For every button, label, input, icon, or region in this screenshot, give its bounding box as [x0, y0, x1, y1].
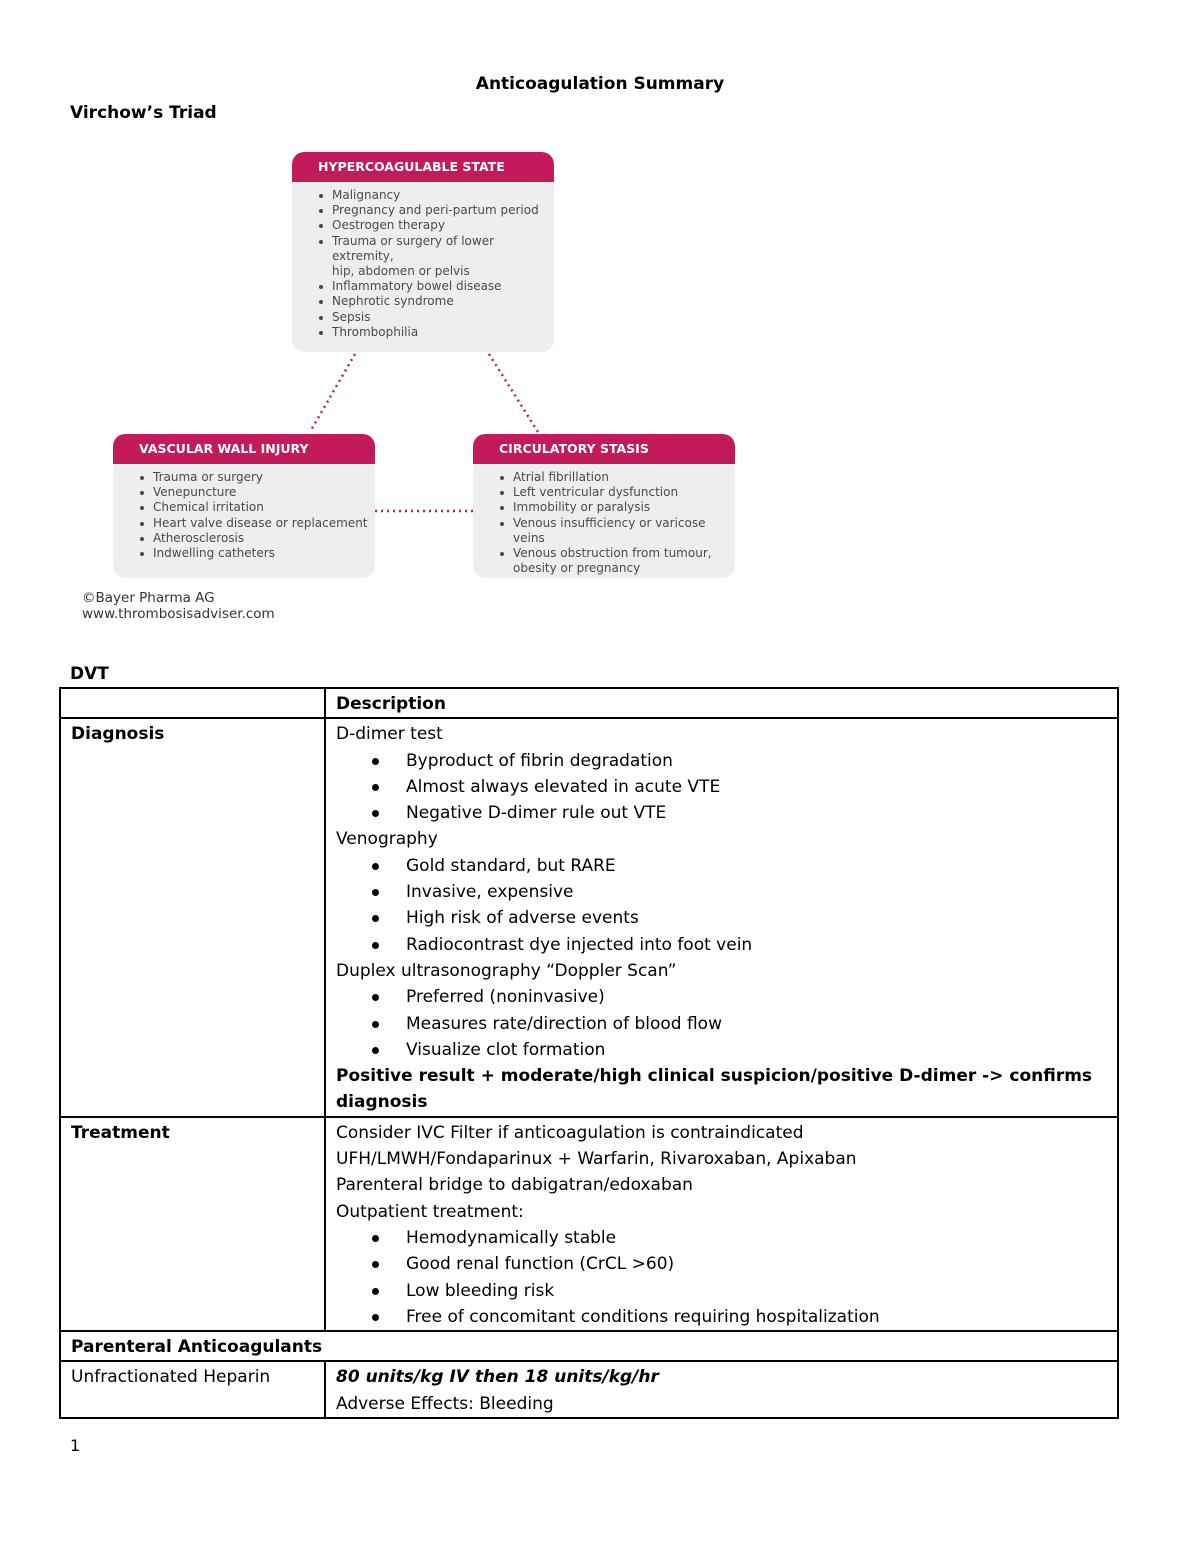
document-title: Anticoagulation Summary	[475, 74, 725, 94]
list-item: Oestrogen therapy	[318, 218, 554, 233]
list-item: Pregnancy and peri-partum period	[318, 203, 554, 218]
list-item: Venous obstruction from tumour,	[499, 546, 735, 561]
table-row-diagnosis	[60, 718, 1118, 1116]
list-item-continuation: obesity or pregnancy	[513, 561, 641, 576]
list-item: Malignancy	[318, 188, 554, 203]
list-item-continuation: hip, abdomen or pelvis	[332, 264, 470, 279]
duplex-list	[336, 984, 1107, 1063]
list-item: Invasive, expensive	[406, 879, 1107, 905]
table-row-treatment	[60, 1117, 1118, 1331]
row-label-diagnosis: Diagnosis	[60, 718, 325, 1116]
list-item: Byproduct of fibrin degradation	[406, 748, 1107, 774]
list-item: High risk of adverse events	[406, 905, 1107, 931]
image-credit	[82, 590, 275, 622]
duplex-heading: Duplex ultrasonography “Doppler Scan”	[336, 960, 677, 981]
list-item: Radiocontrast dye injected into foot vein	[406, 932, 1107, 958]
treatment-line: Parenteral bridge to dabigatran/edoxaban	[336, 1175, 693, 1196]
dvt-table	[59, 687, 1119, 1419]
ddimer-heading: D-dimer test	[336, 724, 443, 745]
virchow-heading: Virchow’s Triad	[70, 103, 217, 123]
list-item: Indwelling catheters	[139, 546, 375, 561]
list-item: Venous insufficiency or varicose veins	[499, 516, 735, 546]
table-row-ufh	[60, 1361, 1118, 1418]
list-item: Left ventricular dysfunction	[499, 485, 735, 500]
list-item: Inflammatory bowel disease	[318, 279, 554, 294]
connector-left	[310, 354, 355, 432]
list-item: Thrombophilia	[318, 325, 554, 340]
ufh-dose: 80 units/kg IV then 18 units/kg/hr	[336, 1367, 659, 1388]
triad-connectors	[0, 0, 1200, 620]
list-item: Gold standard, but RARE	[406, 853, 1107, 879]
ufh-description	[325, 1361, 1118, 1418]
list-item: Hemodynamically stable	[406, 1225, 1107, 1251]
credit-copyright: ©Bayer Pharma AG	[82, 590, 215, 606]
table-header-row	[60, 688, 1118, 718]
list-item: Preferred (noninvasive)	[406, 984, 1107, 1010]
list-item: Negative D-dimer rule out VTE	[406, 800, 1107, 826]
row-label-ufh: Unfractionated Heparin	[60, 1361, 325, 1418]
list-item: Free of concomitant conditions requiring hospitalization	[406, 1304, 1107, 1330]
list-item: Sepsis	[318, 310, 554, 325]
ddimer-list	[336, 748, 1107, 827]
table-row-parenteral	[60, 1331, 1118, 1361]
parenteral-section-label: Parenteral Anticoagulants	[60, 1331, 1118, 1361]
treatment-description	[325, 1117, 1118, 1331]
list-item: Good renal function (CrCL >60)	[406, 1251, 1107, 1277]
diagnosis-description	[325, 718, 1118, 1116]
list-item: Atherosclerosis	[139, 531, 375, 546]
header-description: Description	[325, 688, 1118, 718]
treatment-line: Outpatient treatment:	[336, 1201, 524, 1222]
outpatient-list	[336, 1225, 1107, 1330]
treatment-line: UFH/LMWH/Fondaparinux + Warfarin, Rivaroxaban, Apixaban	[336, 1149, 857, 1170]
row-label-treatment: Treatment	[60, 1117, 325, 1331]
list-item: Almost always elevated in acute VTE	[406, 774, 1107, 800]
treatment-line: Consider IVC Filter if anticoagulation is contraindicated	[336, 1122, 804, 1143]
list-item: Chemical irritation	[139, 500, 375, 515]
venography-heading: Venography	[336, 829, 438, 850]
hypercoagulable-title: HYPERCOAGULABLE STATE	[292, 152, 554, 182]
list-item: Trauma or surgery of lower extremity,	[318, 234, 554, 264]
list-item: Venepuncture	[139, 485, 375, 500]
vascular-wall-title: VASCULAR WALL INJURY	[113, 434, 375, 464]
diagnosis-conclusion: Positive result + moderate/high clinical suspicion/positive D-dimer -> confirms diagnosis	[336, 1066, 1093, 1113]
list-item: Trauma or surgery	[139, 470, 375, 485]
header-empty-cell	[60, 688, 325, 718]
list-item: Low bleeding risk	[406, 1278, 1107, 1304]
list-item: Visualize clot formation	[406, 1037, 1107, 1063]
venography-list	[336, 853, 1107, 958]
list-item: Heart valve disease or replacement	[139, 516, 375, 531]
credit-url: www.thrombosisadviser.com	[82, 606, 275, 622]
page-number: 1	[70, 1436, 81, 1455]
connector-right	[489, 354, 538, 432]
ufh-adverse-effects: Adverse Effects: Bleeding	[336, 1393, 554, 1414]
dvt-heading: DVT	[70, 664, 109, 684]
list-item: Atrial fibrillation	[499, 470, 735, 485]
list-item: Nephrotic syndrome	[318, 294, 554, 309]
list-item: Immobility or paralysis	[499, 500, 735, 515]
circulatory-stasis-title: CIRCULATORY STASIS	[473, 434, 735, 464]
list-item: Measures rate/direction of blood flow	[406, 1011, 1107, 1037]
